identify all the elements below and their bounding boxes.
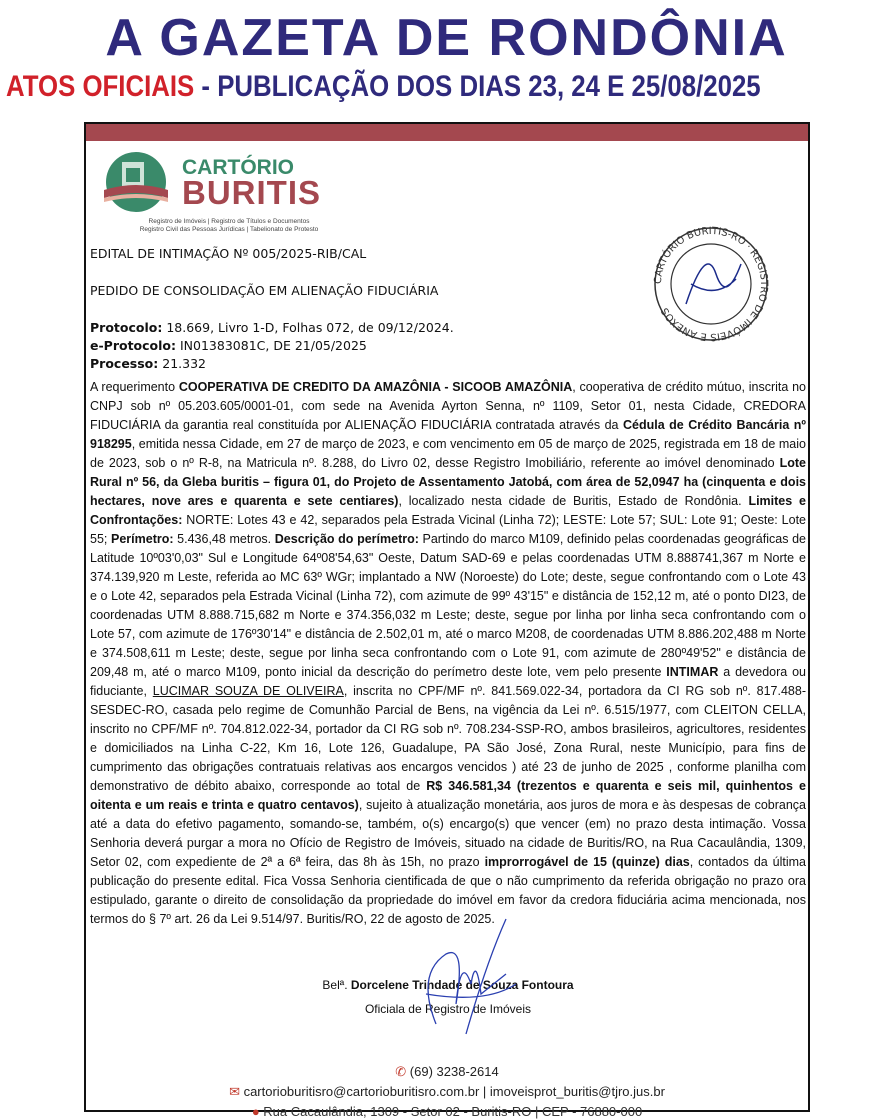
- phone-icon: ✆: [395, 1064, 410, 1079]
- body-segment: Partindo do marco M109, definido pelas coordenadas geográficas de Latitude 10º03'0,03" Sul e Longitude 64º08'54,63" Oeste, Datum SAD-69 e pelas coordenadas UTM 8.888741,367 m Norte e 374.139,920 m Leste, referida ao MC 63º WGr; implantado a NW (Noroeste) do Lote; deste, segue confrontando com o Lote 43 e o Lote 42, separados pela Estrada Vicinal (Linha 72), com azimute de 99º 43'15" e distância de 152,12 m, até o ponto DI23, de coordenadas UTM 8.888.715,682 m Norte e 374.356,032 m Leste; deste, segue por linha por linha seca confrontando com o Lote 57, com azimute de 176º30'14" e distância de 2.502,01 m, até o marco M208, de coordenadas UTM 8.886.202,488 m Norte e 374.508,611 m Leste; deste, segue por linha seca confrontando com o Lote 91, com azimute de 280º49'52" e distância de 209,48 m, até o marco M109, ponto inicial da descrição do perímetro deste lote, vem pelo presente: [90, 532, 806, 679]
- body-segment: , inscrita no CPF/MF nº. 841.569.022-34, portadora da CI RG sob nº. 817.488-SESDEC-RO, casada pelo regime de Comunhão Parcial de Bens, na vigência da Lei nº. 6.515/1977, com CLEITON CELLA, inscrito no CPF/MF nº. 704.812.022-34, portador da CI RG sob nº. 708.234-SSP-RO, ambos brasileiros, agricultores, residentes e domiciliados na Linha C-22, Km 16, Lote 126, Guadalupe, PA São José, Zona Rural, neste Município, para fins de cumprimento das obrigações contratuais relativas aos encargos vencidos ) até 23 de junho de 2025 , conforme planilha com demonstrativo de débito abaixo, corresponde ao total de: [90, 684, 806, 793]
- body-segment: , localizado nesta cidade de Buritis, Estado de Rondônia.: [398, 494, 749, 508]
- protocolo-line: [90, 320, 454, 335]
- processo-value: 21.332: [158, 356, 206, 371]
- edital-title: EDITAL DE INTIMAÇÃO Nº 005/2025-RIB/CAL: [90, 246, 367, 261]
- processo-line: [90, 356, 206, 371]
- protocolo-label: Protocolo:: [90, 320, 163, 335]
- body-segment: a devedora ou fiduciante,: [90, 665, 806, 698]
- separator: -: [194, 70, 218, 103]
- logo-line1: CARTÓRIO: [182, 155, 294, 179]
- edital-document: [84, 122, 810, 1119]
- eprotocolo-value: IN01383081C, DE 21/05/2025: [176, 338, 367, 353]
- body-bold-segment: Limites e Confrontações:: [90, 494, 807, 527]
- body-segment: NORTE: Lotes 43 e 42, separados pela Estrada Vicinal (Linha 72); LESTE: Lote 57; SUL: Lote 91; Oeste: Lote 55;: [90, 513, 806, 546]
- body-bold-segment: improrrogável de 15 (quinze) dias: [484, 855, 690, 869]
- mail-icon: ✉: [229, 1084, 244, 1099]
- body-segment: , emitida nessa Cidade, em 27 de março de 2023, e com vencimento em 05 de março de 2025, registrada em 18 de maio de 2023, sob o nº R-8, na Matricula nº. 8.288, do Livro 02, desse Registro Imobiliário, referente ao imóvel denominado: [90, 437, 806, 470]
- logo-sub2: Registro Civil das Pessoas Jurídicas | Tabelionato de Protesto: [139, 226, 319, 233]
- publication-dates: PUBLICAÇÃO DOS DIAS 23, 24 E 25/08/2025: [217, 70, 761, 103]
- body-underlined-segment: LUCIMAR SOUZA DE OLIVEIRA: [152, 684, 344, 698]
- protocolo-value: 18.669, Livro 1-D, Folhas 072, de 09/12/2024.: [162, 320, 454, 335]
- logo-sub1: Registro de Imóveis | Registro de Títulos e Documentos: [148, 218, 310, 225]
- seal-text: CARTÓRIO BURITIS-RO · REGISTRO DE IMÓVEIS E ANEXOS: [652, 225, 770, 343]
- header-bar: [86, 124, 808, 141]
- body-segment: A requerimento: [90, 380, 179, 394]
- phone-number: (69) 3238-2614: [409, 1064, 499, 1079]
- edital-subtitle: PEDIDO DE CONSOLIDAÇÃO EM ALIENAÇÃO FIDUCIÁRIA: [90, 283, 439, 298]
- footer-emails: ✉ cartorioburitisro@cartorioburitisro.com.br | imoveisprot_buritis@tjro.jus.br: [229, 1084, 665, 1099]
- logo-subtitle: [94, 218, 364, 234]
- processo-label: Processo:: [90, 356, 159, 371]
- email-primary[interactable]: cartorioburitisro@cartorioburitisro.com.br: [243, 1084, 480, 1099]
- section-header: [6, 70, 761, 104]
- edital-body: [90, 378, 806, 929]
- logo-emblem-icon: [98, 150, 178, 214]
- signatory-role: Oficiala de Registro de Imóveis: [364, 1002, 532, 1016]
- footer-address: [86, 1104, 808, 1119]
- body-segment: 5.436,48 metros.: [173, 532, 275, 546]
- logo-line2: BURITIS: [182, 173, 321, 211]
- body-bold-segment: Descrição do perímetro:: [274, 532, 419, 546]
- body-segment: , contados da última publicação do presente edital. Fica Vossa Senhoria cientificada de que o não cumprimento da referida obrigação no prazo ora estipulado, garante o direito de consolidação da propriedade do imóvel em favor da credora fiduciária acima mencionada, nos termos do § 7º art. 26 da Lei 9.514/97. Buritis/RO, 22 de agosto de 2025.: [90, 855, 806, 926]
- eprotocolo-line: [90, 338, 367, 353]
- body-and-signature: [90, 378, 806, 1019]
- body-segment: , cooperativa de crédito mútuo, inscrita no CNPJ sob nº 05.203.605/0001-01, com sede na Avenida Ayrton Senna, nº 1109, Setor 01, nesta Cidade, CREDORA FIDUCIÁRIA da garantia real constituída por ALIENAÇÃO FIDUCIÁRIA contratada através da: [90, 380, 806, 432]
- location-pin-icon: ●: [251, 1104, 264, 1119]
- address-text: Rua Cacaulândia, 1309 - Setor 02 - Buritis-RO | CEP - 76880-000: [263, 1104, 643, 1119]
- newspaper-title: A GAZETA DE RONDÔNIA: [105, 9, 788, 67]
- registry-seal-icon: [646, 224, 776, 344]
- body-bold-segment: Perímetro:: [111, 532, 174, 546]
- signatory-name: Dorcelene Trindade de Souza Fontoura: [350, 978, 574, 992]
- cartorio-logo: [98, 150, 321, 214]
- email-secondary[interactable]: imoveisprot_buritis@tjro.jus.br: [489, 1084, 665, 1099]
- eprotocolo-label: e-Protocolo:: [90, 338, 177, 353]
- section-label: ATOS OFICIAIS: [6, 70, 195, 103]
- svg-text:CARTÓRIO BURITIS-RO · REGISTRO: [653, 226, 769, 342]
- body-bold-segment: Cédula de Crédito Bancária nº 918295: [90, 418, 806, 451]
- signatory: [90, 975, 806, 995]
- signatory-title: Belª.: [322, 978, 351, 992]
- body-bold-segment: Lote Rural nº 56, da Gleba buritis – figura 01, do Projeto de Assentamento Jatobá, com área de 52,0947 ha (cinquenta e dois hectares, nove ares e quarenta e sete centiares): [90, 456, 806, 508]
- body-bold-segment: INTIMAR: [666, 665, 719, 679]
- body-bold-segment: COOPERATIVA DE CREDITO DA AMAZÔNIA - SICOOB AMAZÔNIA: [178, 380, 573, 394]
- body-segment: , sujeito à atualização monetária, aos juros de mora e às despesas de cobrança até a data do efetivo pagamento, somando-se, também, o(s) encargo(s) que vencer (em) no prazo desta intimação. Vossa Senhoria deverá purgar a mora no Ofício de Registro de Imóveis, situado na cidade de Buritis/RO, na Rua Cacaulândia, 1309, Setor 02, com expediente de 2ª a 6ª feira, das 8h às 15h, no prazo: [90, 798, 807, 869]
- footer-phone: [86, 1064, 808, 1080]
- body-bold-segment: R$ 346.581,34 (trezentos e quarenta e seis mil, quinhentos e oitenta e um reais e trinta e quatro centavos): [90, 779, 806, 812]
